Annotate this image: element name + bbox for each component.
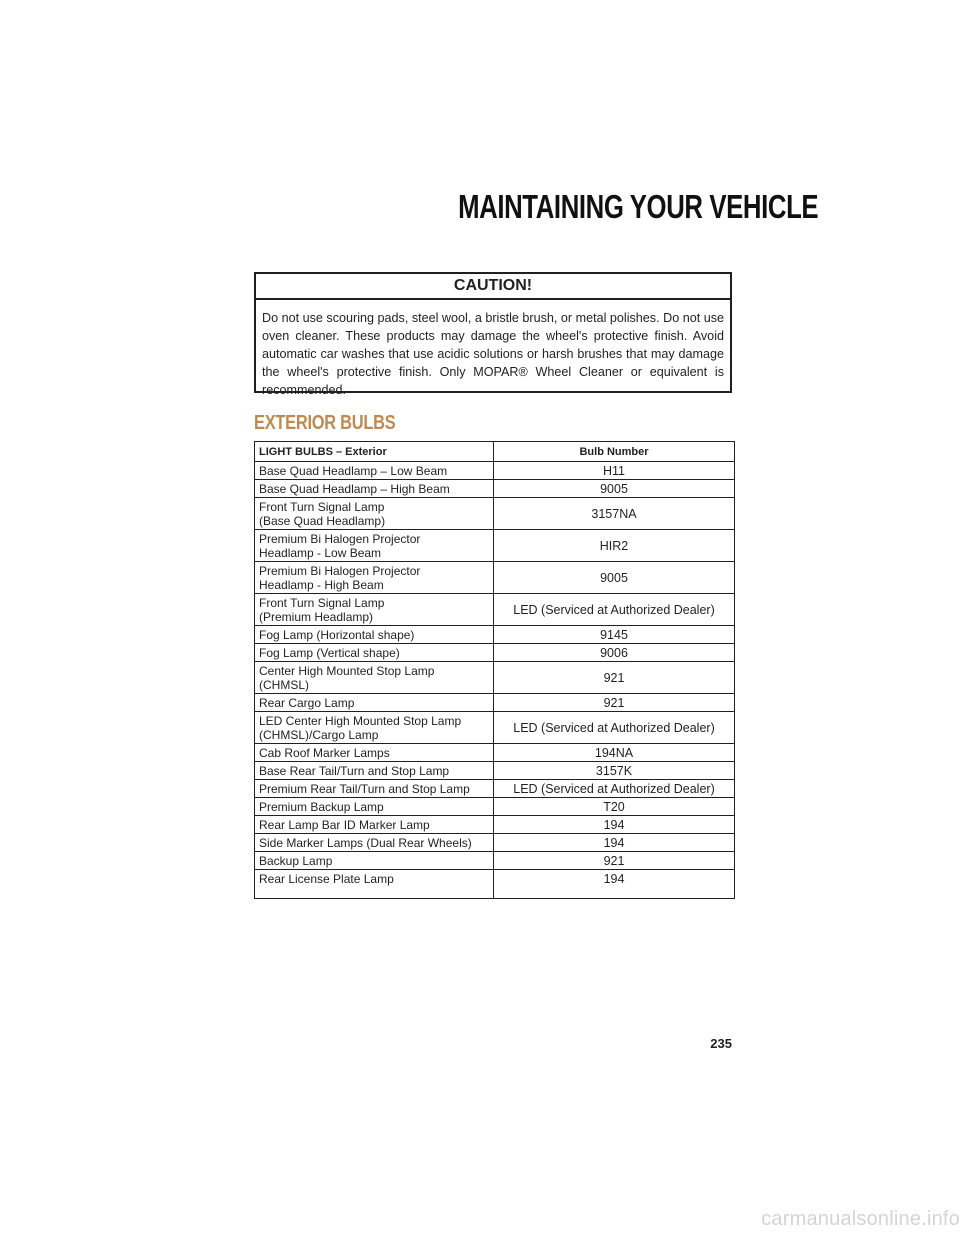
bulb-number: 921 [494, 694, 735, 712]
lamp-name: Base Quad Headlamp – Low Beam [255, 462, 494, 480]
bulb-number: 194NA [494, 744, 735, 762]
bulb-number: 194 [494, 870, 735, 899]
lamp-name: Side Marker Lamps (Dual Rear Wheels) [255, 834, 494, 852]
exterior-bulbs-title: EXTERIOR BULBS [254, 412, 396, 434]
bulb-number: LED (Serviced at Authorized Dealer) [494, 712, 735, 744]
bulb-number: 9145 [494, 626, 735, 644]
table-row [255, 480, 735, 498]
lamp-name: Front Turn Signal Lamp (Premium Headlamp) [255, 594, 494, 626]
lamp-name: Rear Cargo Lamp [255, 694, 494, 712]
lamp-name: Backup Lamp [255, 852, 494, 870]
lamp-name: Premium Bi Halogen Projector Headlamp - Low Beam [255, 530, 494, 562]
column-header-light-bulbs: LIGHT BULBS – Exterior [255, 442, 494, 462]
section-header: MAINTAINING YOUR VEHICLE [458, 188, 819, 225]
lamp-name: Premium Backup Lamp [255, 798, 494, 816]
bulb-number: T20 [494, 798, 735, 816]
bulb-number: 9005 [494, 562, 735, 594]
bulb-number: 9006 [494, 644, 735, 662]
bulb-number: 921 [494, 662, 735, 694]
column-header-bulb-number: Bulb Number [494, 442, 735, 462]
lamp-name: Center High Mounted Stop Lamp (CHMSL) [255, 662, 494, 694]
table-row [255, 870, 735, 899]
lamp-name: Cab Roof Marker Lamps [255, 744, 494, 762]
table-row [255, 744, 735, 762]
table-header-row [255, 442, 735, 462]
table-row [255, 662, 735, 694]
table-row [255, 762, 735, 780]
lamp-name: Base Quad Headlamp – High Beam [255, 480, 494, 498]
lamp-name: Premium Bi Halogen Projector Headlamp - High Beam [255, 562, 494, 594]
lamp-name: LED Center High Mounted Stop Lamp (CHMSL)/Cargo Lamp [255, 712, 494, 744]
bulb-number: LED (Serviced at Authorized Dealer) [494, 594, 735, 626]
lamp-name: Rear Lamp Bar ID Marker Lamp [255, 816, 494, 834]
table-row [255, 530, 735, 562]
table-row [255, 816, 735, 834]
bulb-number: 3157K [494, 762, 735, 780]
bulb-number: 921 [494, 852, 735, 870]
bulb-number: 9005 [494, 480, 735, 498]
caution-body: Do not use scouring pads, steel wool, a bristle brush, or metal polishes. Do not use oven cleaner. These products may damage the wheel's protective finish. Avoid automatic car washes that use acidic solutions or harsh brushes that may damage the wheel's protective finish. Only MOPAR® Wheel Cleaner or equivalent is recommended. [262, 311, 725, 397]
lamp-name: Front Turn Signal Lamp (Base Quad Headlamp) [255, 498, 494, 530]
watermark: carmanualsonline.info [761, 1208, 960, 1230]
table-row [255, 798, 735, 816]
table-row [255, 626, 735, 644]
bulb-number: LED (Serviced at Authorized Dealer) [494, 780, 735, 798]
bulb-number: 194 [494, 816, 735, 834]
lamp-name: Base Rear Tail/Turn and Stop Lamp [255, 762, 494, 780]
table-row [255, 498, 735, 530]
table-row [255, 594, 735, 626]
table-row [255, 780, 735, 798]
table-row [255, 712, 735, 744]
table-row [255, 644, 735, 662]
table-row [255, 462, 735, 480]
lamp-name: Premium Rear Tail/Turn and Stop Lamp [255, 780, 494, 798]
bulb-number: H11 [494, 462, 735, 480]
lamp-name: Rear License Plate Lamp [255, 870, 494, 899]
table-row [255, 694, 735, 712]
bulb-number: HIR2 [494, 530, 735, 562]
caution-box [254, 272, 732, 397]
lamp-name: Fog Lamp (Horizontal shape) [255, 626, 494, 644]
caution-title: CAUTION! [256, 274, 730, 300]
exterior-bulbs-table [254, 441, 735, 899]
table-row [255, 834, 735, 852]
table-row [255, 562, 735, 594]
bulb-number: 194 [494, 834, 735, 852]
table-row [255, 852, 735, 870]
bulb-number: 3157NA [494, 498, 735, 530]
page-number: 235 [710, 1036, 732, 1051]
lamp-name: Fog Lamp (Vertical shape) [255, 644, 494, 662]
